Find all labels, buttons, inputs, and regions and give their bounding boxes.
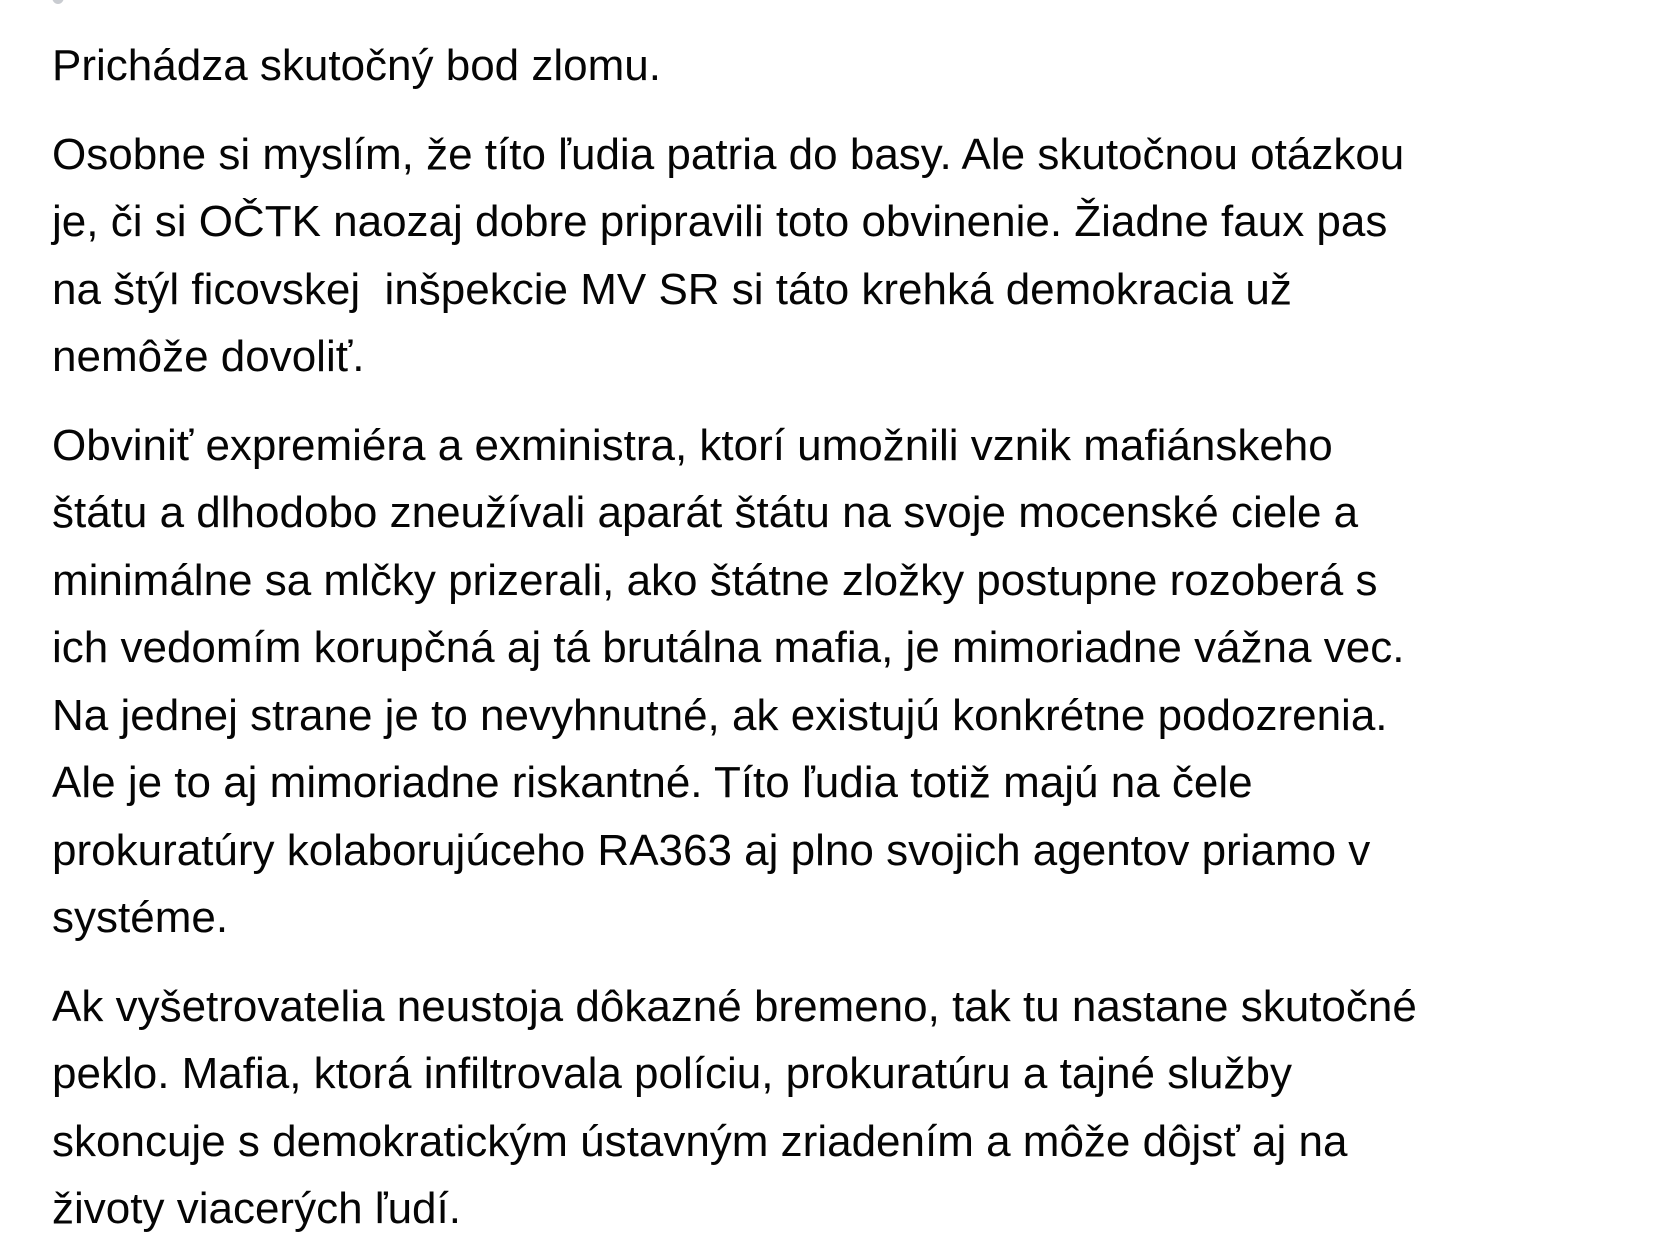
paragraph-4 xyxy=(52,973,1652,1243)
text-line: Osobne si myslím, že títo ľudia patria do basy. Ale skutočnou otázkou xyxy=(52,129,1405,179)
avatar-edge xyxy=(52,0,64,4)
paragraph-3 xyxy=(52,412,1652,952)
paragraph-1 xyxy=(52,32,1652,100)
text-line: Ale je to aj mimoriadne riskantné. Títo ľudia totiž majú na čele xyxy=(52,758,1253,807)
text-line: na štýl ficovskej inšpekcie MV SR si táto krehká demokracia už xyxy=(52,264,1292,314)
text-line: minimálne sa mlčky prizerali, ako štátne zložky postupne rozoberá s xyxy=(52,555,1378,605)
text-line: štátu a dlhodobo zneužívali aparát štátu na svoje mocenské ciele a xyxy=(52,488,1359,537)
text-line: nemôže dovoliť. xyxy=(52,332,365,381)
text-line: Na jednej strane je to nevyhnutné, ak existujú konkrétne podozrenia. xyxy=(52,690,1388,740)
text-line: skoncuje s demokratickým ústavným zriadením a môže dôjsť aj na xyxy=(52,1116,1348,1166)
text-line: Prichádza skutočný bod zlomu. xyxy=(52,41,661,90)
post-text xyxy=(52,32,1652,1243)
text-line: Ak vyšetrovatelia neustoja dôkazné bremeno, tak tu nastane skutočné xyxy=(52,981,1417,1031)
text-line: peklo. Mafia, ktorá infiltrovala políciu, prokuratúru a tajné služby xyxy=(52,1049,1292,1098)
paragraph-2 xyxy=(52,121,1652,391)
text-line: systéme. xyxy=(52,893,229,942)
text-line: životy viacerých ľudí. xyxy=(52,1184,461,1233)
text-line: prokuratúry kolaborujúceho RA363 aj plno svojich agentov priamo v xyxy=(52,825,1371,875)
text-line: Obviniť expremiéra a exministra, ktorí umožnili vznik mafiánskeho xyxy=(52,420,1333,470)
text-line: je, či si OČTK naozaj dobre pripravili toto obvinenie. Žiadne faux pas xyxy=(52,197,1388,246)
text-line: ich vedomím korupčná aj tá brutálna mafia, je mimoriadne vážna vec. xyxy=(52,623,1405,672)
